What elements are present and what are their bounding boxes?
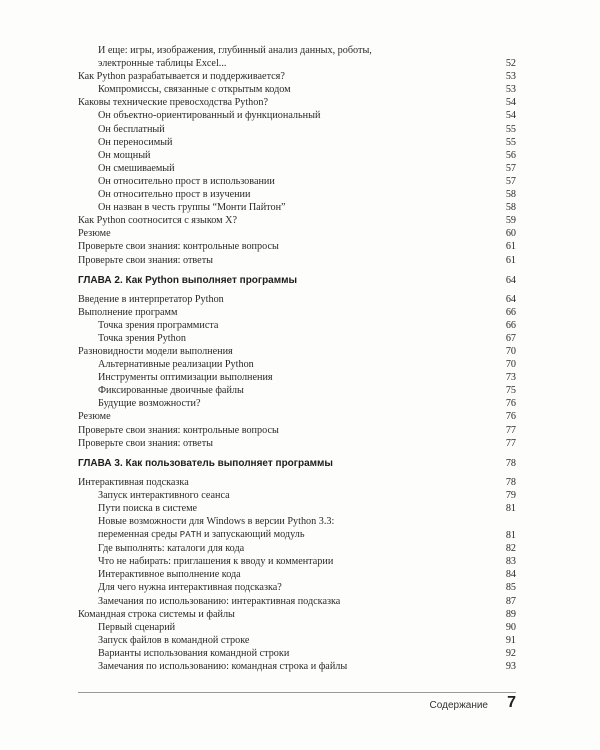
toc-page-number: 81 [505,530,516,542]
toc-page-number: 81 [505,502,516,514]
toc-entry [78,634,516,647]
toc-entry-title: Он относительно прост в изучении [98,189,251,201]
toc-entry-title: Интерактивная подсказка [78,476,189,488]
toc-entry-title: Он бесплатный [98,123,165,135]
toc-entry-title: Он назван в честь группы “Монти Пайтон” [98,202,286,214]
toc-page-number: 89 [505,608,516,620]
toc-entry-title: Запуск файлов в командной строке [98,634,250,646]
toc-entry-title: Проверьте свои знания: контрольные вопросы [78,241,279,253]
toc-page-number: 61 [505,241,516,253]
toc-page-number: 59 [505,215,516,227]
table-of-contents [78,44,516,673]
footer-page-number: 7 [507,694,516,711]
toc-page-number: 56 [505,149,516,161]
toc-page-number: 57 [505,162,516,174]
toc-entry [78,608,516,621]
toc-entry-title: Замечания по использованию: командная строка и файлы [98,661,348,673]
toc-page-number: 83 [505,556,516,568]
toc-entry-title-cont: и запускающий модуль [201,529,305,541]
chapter-heading [78,457,516,470]
toc-page-number: 66 [505,319,516,331]
toc-page-number: 60 [505,228,516,240]
toc-page-number: 54 [505,110,516,122]
toc-entry [78,149,516,162]
toc-entry [78,123,516,136]
toc-entry-title: Компромиссы, связанные с открытым кодом [98,84,291,96]
toc-entry [78,660,516,673]
toc-entry-title: Он мощный [98,149,151,161]
toc-entry-title: Первый сценарий [98,621,176,633]
toc-entry [78,647,516,660]
toc-entry [78,515,516,542]
toc-page-number: 93 [505,661,516,673]
toc-entry [78,371,516,384]
toc-page-number: 70 [505,359,516,371]
toc-page-number: 73 [505,372,516,384]
toc-entry [78,162,516,175]
toc-page-number: 52 [505,58,516,70]
toc-entry [78,319,516,332]
toc-entry-title: Точка зрения Python [98,332,186,344]
chapter-heading [78,274,516,287]
toc-entry-title: Пути поиска в системе [98,502,198,514]
toc-page-number: 53 [505,71,516,83]
toc-page-number: 91 [505,634,516,646]
toc-page-number: 55 [505,123,516,135]
toc-page-number: 55 [505,136,516,148]
toc-entry-title: Резюме [78,411,111,423]
toc-entry-title: Выполнение программ [78,306,178,318]
toc-entry [78,345,516,358]
toc-entry [78,175,516,188]
toc-entry [78,201,516,214]
toc-entry [78,240,516,253]
toc-entry-title: Интерактивное выполнение кода [98,569,241,581]
toc-entry [78,397,516,410]
toc-entry-title: Как Python соотносится с языком X? [78,215,238,227]
toc-entry [78,489,516,502]
toc-page-number: 70 [505,345,516,357]
toc-entry-title: Фиксированные двоичные файлы [98,385,244,397]
toc-page-number: 75 [505,385,516,397]
toc-entry [78,384,516,397]
toc-entry [78,410,516,423]
toc-page-number: 53 [505,84,516,96]
toc-entry [78,254,516,267]
toc-entry [78,44,516,70]
toc-page-number: 58 [505,189,516,201]
toc-page-number: 87 [505,595,516,607]
toc-entry-title: И еще: игры, изображения, глубинный анализ данных, роботы, [98,45,372,56]
toc-entry [78,542,516,555]
toc-entry-title: Он объектно-ориентированный и функциональный [98,110,321,122]
toc-page-number: 79 [505,489,516,501]
footer-divider [78,692,516,693]
toc-page-number: 90 [505,621,516,633]
toc-entry [78,502,516,515]
toc-entry-title: Как Python разрабатывается и поддерживается? [78,71,285,83]
toc-entry-title: Он переносимый [98,136,173,148]
toc-entry [78,227,516,240]
toc-entry-title: Варианты использования командной строки [98,647,290,659]
toc-page-number: 64 [505,293,516,305]
chapter-page-number: 64 [505,274,516,286]
toc-page-number: 67 [505,332,516,344]
toc-entry-title: Точка зрения программиста [98,319,219,331]
toc-entry [78,424,516,437]
toc-entry-title: Он относительно прост в использовании [98,175,275,187]
toc-entry-title: Резюме [78,228,111,240]
toc-entry-title: Новые возможности для Windows в версии Python 3.3: [98,516,335,527]
toc-entry [78,188,516,201]
toc-entry-title: Инструменты оптимизации выполнения [98,372,273,384]
toc-entry [78,70,516,83]
toc-entry-title: Запуск интерактивного сеанса [98,489,230,501]
toc-page-number: 85 [505,582,516,594]
toc-page-number: 54 [505,97,516,109]
chapter-title: ГЛАВА 2. Как Python выполняет программы [78,274,298,286]
toc-page-number: 57 [505,175,516,187]
toc-entry-title: Введение в интерпретатор Python [78,293,224,305]
chapter-title: ГЛАВА 3. Как пользователь выполняет программы [78,457,333,469]
toc-page-number: 76 [505,411,516,423]
toc-entry [78,109,516,122]
toc-entry [78,437,516,450]
toc-page-number: 58 [505,202,516,214]
toc-entry-title: Проверьте свои знания: ответы [78,437,213,449]
toc-entry-title: Проверьте свои знания: ответы [78,254,213,266]
toc-entry-title: Командная строка системы и файлы [78,608,235,620]
toc-entry-title: Он смешиваемый [98,162,175,174]
toc-entry [78,621,516,634]
toc-entry [78,96,516,109]
toc-entry-title: Проверьте свои знания: контрольные вопросы [78,424,279,436]
footer-section-label: Содержание [429,700,488,711]
toc-entry [78,476,516,489]
toc-entry [78,595,516,608]
toc-entry-title: Каковы технические превосходства Python? [78,97,268,109]
toc-entry [78,136,516,149]
toc-page-number: 78 [505,476,516,488]
toc-page-number: 92 [505,647,516,659]
toc-entry-title-cont: переменная среды [98,529,180,541]
toc-entry [78,581,516,594]
toc-entry [78,568,516,581]
toc-entry [78,214,516,227]
toc-entry-title: Что не набирать: приглашения к вводу и комментарии [98,556,334,568]
toc-entry-title: Разновидности модели выполнения [78,345,233,357]
code-term: PATH [179,530,202,541]
toc-entry-title-cont: электронные таблицы Excel... [98,58,227,70]
toc-page-number: 77 [505,437,516,449]
toc-entry [78,293,516,306]
toc-entry [78,332,516,345]
toc-entry-title: Альтернативные реализации Python [98,359,254,371]
toc-entry [78,555,516,568]
toc-page-number: 77 [505,424,516,436]
toc-page-number: 61 [505,254,516,266]
toc-page-number: 82 [505,543,516,555]
toc-entry-title: Будущие возможности? [98,398,201,410]
toc-entry-title: Для чего нужна интерактивная подсказка? [98,582,282,594]
toc-entry-title: Где выполнять: каталоги для кода [98,543,245,555]
toc-entry [78,83,516,96]
toc-entry-title: Замечания по использованию: интерактивная подсказка [98,595,341,607]
toc-page-number: 66 [505,306,516,318]
chapter-page-number: 78 [505,457,516,469]
toc-entry [78,358,516,371]
toc-entry [78,306,516,319]
toc-page-number: 76 [505,398,516,410]
toc-page-number: 84 [505,569,516,581]
